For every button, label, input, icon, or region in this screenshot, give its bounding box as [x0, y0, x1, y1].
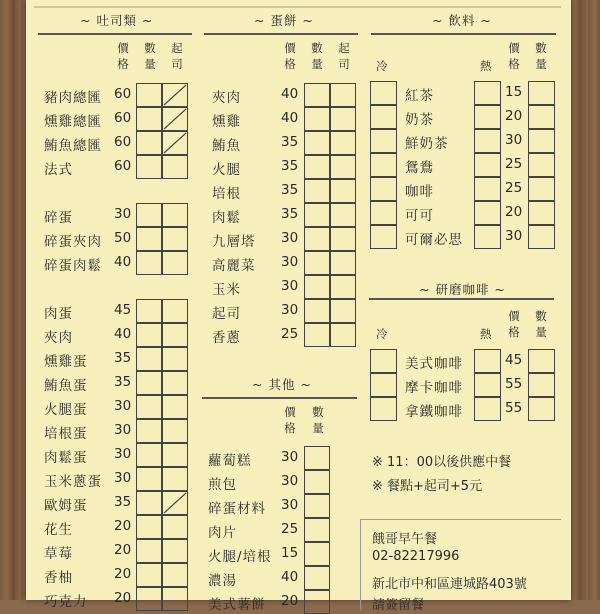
toast-qty-box[interactable]	[136, 323, 162, 347]
pancake-item-price: 35	[281, 206, 299, 222]
drinks-cold-box[interactable]	[370, 153, 397, 177]
toast-item-price: 20	[114, 590, 132, 606]
toast-cheese-box[interactable]	[162, 563, 188, 587]
slash-mark	[163, 492, 187, 514]
coffee-item-name: 美式咖啡	[405, 356, 463, 372]
pancake-item-name: 起司	[212, 306, 241, 322]
pancake-title-rule	[204, 33, 358, 35]
drinks-hot-box[interactable]	[474, 81, 501, 105]
pancake-qty-box[interactable]	[304, 179, 330, 203]
toast-cheese-box[interactable]	[162, 323, 188, 347]
pancake-cheese-box[interactable]	[330, 323, 356, 347]
toast-cheese-box[interactable]	[162, 107, 188, 131]
toast-item-price: 60	[114, 158, 132, 174]
toast-item-price: 60	[114, 86, 132, 102]
toast-cheese-box[interactable]	[162, 371, 188, 395]
slash-mark	[163, 108, 187, 130]
others-item-name: 火腿/培根	[208, 549, 272, 565]
toast-cheese-box[interactable]	[162, 347, 188, 371]
pancake-item-name: 夾肉	[212, 90, 241, 106]
toast-item-name: 肉蛋	[44, 306, 73, 322]
toast-qty-box[interactable]	[136, 83, 162, 107]
others-item-name: 碎蛋材料	[208, 501, 266, 517]
toast-cheese-box[interactable]	[162, 467, 188, 491]
pancake-item-price: 40	[281, 86, 299, 102]
drinks-item-price: 25	[505, 180, 523, 196]
coffee-hot-box[interactable]	[474, 397, 501, 421]
pancake-cheese-box[interactable]	[330, 131, 356, 155]
shop-address: 新北市中和區連城路403號	[372, 577, 527, 592]
toast-cheese-box[interactable]	[162, 299, 188, 323]
others-item-name: 濃湯	[208, 573, 237, 589]
cheese-surcharge-note: ※ 餐點+起司+5元	[372, 479, 483, 494]
coffee-qty-box[interactable]	[528, 349, 555, 373]
coffee-qty-box[interactable]	[528, 373, 555, 397]
others-price-header: 價格	[284, 405, 296, 435]
toast-qty-box[interactable]	[136, 563, 162, 587]
toast-item-name: 培根蛋	[44, 426, 88, 442]
pancake-cheese-box[interactable]	[330, 107, 356, 131]
toast-cheese-box[interactable]	[162, 251, 188, 275]
pancake-qty-box[interactable]	[304, 107, 330, 131]
toast-qty-header: 數量	[144, 41, 156, 71]
pancake-qty-box[interactable]	[304, 203, 330, 227]
toast-item-price: 45	[114, 302, 132, 318]
pancake-qty-header: 數量	[311, 41, 323, 71]
coffee-cold-box[interactable]	[370, 373, 397, 397]
toast-cheese-box[interactable]	[162, 539, 188, 563]
drinks-qty-box[interactable]	[528, 153, 555, 177]
others-qty-box[interactable]	[304, 518, 330, 542]
others-item-price: 30	[281, 497, 299, 513]
drinks-hot-box[interactable]	[474, 153, 501, 177]
others-item-name: 煎包	[208, 477, 237, 493]
drinks-item-price: 15	[505, 84, 523, 100]
toast-item-name: 碎蛋肉鬆	[44, 258, 102, 274]
coffee-item-price: 55	[505, 376, 523, 392]
toast-cheese-box[interactable]	[162, 83, 188, 107]
pancake-item-price: 35	[281, 134, 299, 150]
toast-item-name: 肉鬆蛋	[44, 450, 88, 466]
pancake-qty-box[interactable]	[304, 275, 330, 299]
drinks-title-rule	[371, 33, 556, 35]
pancake-item-name: 九層塔	[212, 234, 256, 250]
coffee-price-header: 價格	[508, 309, 520, 339]
drinks-hot-box[interactable]	[474, 201, 501, 225]
coffee-cold-header: 冷	[376, 327, 388, 341]
toast-item-price: 30	[114, 470, 132, 486]
others-item-name: 肉片	[208, 525, 237, 541]
toast-qty-box[interactable]	[136, 227, 162, 251]
pancake-item-name: 香蔥	[212, 330, 241, 346]
pancake-item-name: 火腿	[212, 162, 241, 178]
toast-qty-box[interactable]	[136, 587, 162, 611]
pancake-item-price: 40	[281, 110, 299, 126]
toast-item-price: 30	[114, 206, 132, 222]
coffee-qty-header: 數量	[535, 309, 547, 339]
pancake-item-price: 35	[281, 158, 299, 174]
toast-qty-box[interactable]	[136, 539, 162, 563]
toast-item-name: 法式	[44, 162, 73, 178]
pancake-section-title: ~ 蛋餅 ~	[254, 13, 314, 28]
drinks-cold-box[interactable]	[370, 81, 397, 105]
toast-cheese-box[interactable]	[162, 203, 188, 227]
others-item-price: 40	[281, 569, 299, 585]
pancake-item-name: 玉米	[212, 282, 241, 298]
pancake-cheese-header: 起司	[338, 41, 350, 71]
toast-item-name: 玉米蔥蛋	[44, 474, 102, 490]
toast-cheese-box[interactable]	[162, 155, 188, 179]
slash-mark	[163, 84, 187, 106]
toast-item-name: 香柚	[44, 570, 73, 586]
pancake-item-name: 高麗菜	[212, 258, 256, 274]
drinks-cold-box[interactable]	[370, 225, 397, 249]
coffee-cold-box[interactable]	[370, 349, 397, 373]
toast-item-price: 40	[114, 254, 132, 270]
toast-qty-box[interactable]	[136, 443, 162, 467]
drinks-cold-box[interactable]	[370, 177, 397, 201]
toast-cheese-box[interactable]	[162, 131, 188, 155]
toast-qty-box[interactable]	[136, 467, 162, 491]
toast-qty-box[interactable]	[136, 251, 162, 275]
pancake-qty-box[interactable]	[304, 155, 330, 179]
pancake-cheese-box[interactable]	[330, 299, 356, 323]
toast-cheese-box[interactable]	[162, 491, 188, 515]
drinks-hot-box[interactable]	[474, 225, 501, 249]
drinks-hot-box[interactable]	[474, 105, 501, 129]
toast-qty-box[interactable]	[136, 131, 162, 155]
others-item-price: 15	[281, 545, 299, 561]
coffee-section-title: ~ 研磨咖啡 ~	[419, 282, 506, 297]
toast-item-price: 30	[114, 422, 132, 438]
others-section-title: ~ 其他 ~	[252, 377, 312, 392]
drinks-item-name: 紅茶	[405, 88, 434, 104]
toast-item-price: 60	[114, 110, 132, 126]
drinks-item-name: 咖啡	[405, 184, 434, 200]
others-item-price: 30	[281, 449, 299, 465]
drinks-hot-box[interactable]	[474, 177, 501, 201]
others-item-price: 30	[281, 473, 299, 489]
toast-cheese-box[interactable]	[162, 515, 188, 539]
toast-qty-box[interactable]	[136, 515, 162, 539]
drinks-qty-box[interactable]	[528, 105, 555, 129]
pancake-qty-box[interactable]	[304, 323, 330, 347]
drinks-qty-box[interactable]	[528, 81, 555, 105]
drinks-qty-box[interactable]	[528, 201, 555, 225]
toast-item-name: 巧克力	[44, 594, 88, 610]
toast-title-rule	[38, 33, 192, 35]
toast-item-price: 60	[114, 134, 132, 150]
pancake-item-name: 燻雞	[212, 114, 241, 130]
pancake-item-price: 35	[281, 182, 299, 198]
toast-qty-box[interactable]	[136, 491, 162, 515]
drinks-qty-header: 數量	[535, 41, 547, 71]
pancake-item-price: 30	[281, 230, 299, 246]
drinks-section-title: ~ 飲料 ~	[432, 13, 492, 28]
toast-cheese-box[interactable]	[162, 227, 188, 251]
pancake-cheese-box[interactable]	[330, 155, 356, 179]
drinks-item-name: 奶茶	[405, 112, 434, 128]
toast-qty-box[interactable]	[136, 107, 162, 131]
pancake-item-price: 30	[281, 254, 299, 270]
toast-item-price: 35	[114, 350, 132, 366]
slash-mark	[163, 132, 187, 154]
lunch-hours-note: ※ 11：00以後供應中餐	[372, 455, 512, 470]
toast-cheese-box[interactable]	[162, 587, 188, 611]
drinks-qty-box[interactable]	[528, 129, 555, 153]
toast-item-price: 20	[114, 566, 132, 582]
others-qty-box[interactable]	[304, 446, 330, 470]
pancake-qty-box[interactable]	[304, 299, 330, 323]
toast-qty-box[interactable]	[136, 371, 162, 395]
drinks-item-price: 20	[505, 204, 523, 220]
pancake-item-name: 培根	[212, 186, 241, 202]
others-title-rule	[202, 397, 357, 399]
toast-qty-box[interactable]	[136, 299, 162, 323]
toast-item-name: 花生	[44, 522, 73, 538]
drinks-item-price: 30	[505, 132, 523, 148]
coffee-item-price: 45	[505, 352, 523, 368]
pancake-cheese-box[interactable]	[330, 179, 356, 203]
coffee-cold-box[interactable]	[370, 397, 397, 421]
pancake-item-name: 肉鬆	[212, 210, 241, 226]
toast-item-price: 30	[114, 398, 132, 414]
toast-cheese-header: 起司	[171, 41, 183, 71]
drinks-item-price: 20	[505, 108, 523, 124]
pancake-item-price: 30	[281, 278, 299, 294]
drinks-price-header: 價格	[508, 41, 520, 71]
top-border	[34, 0, 561, 8]
others-qty-header: 數量	[312, 405, 324, 435]
others-item-name: 蘿蔔糕	[208, 453, 252, 469]
toast-item-name: 草莓	[44, 546, 73, 562]
toast-qty-box[interactable]	[136, 155, 162, 179]
toast-item-name: 豬肉總匯	[44, 90, 102, 106]
coffee-item-name: 拿鐵咖啡	[405, 404, 463, 420]
toast-item-price: 50	[114, 230, 132, 246]
pancake-price-header: 價格	[284, 41, 296, 71]
pancake-cheese-box[interactable]	[330, 83, 356, 107]
others-item-price: 20	[281, 593, 299, 609]
toast-item-name: 夾肉	[44, 330, 73, 346]
pancake-cheese-box[interactable]	[330, 227, 356, 251]
order-sheet	[26, 0, 571, 613]
coffee-item-price: 55	[505, 400, 523, 416]
coffee-title-rule	[369, 298, 554, 300]
toast-item-name: 歐姆蛋	[44, 498, 88, 514]
drinks-cold-box[interactable]	[370, 201, 397, 225]
toast-item-price: 35	[114, 374, 132, 390]
toast-section-title: ~ 吐司類 ~	[80, 13, 154, 28]
toast-item-name: 火腿蛋	[44, 402, 88, 418]
toast-qty-box[interactable]	[136, 395, 162, 419]
others-qty-box[interactable]	[304, 494, 330, 518]
coffee-hot-header: 熱	[480, 327, 492, 341]
toast-cheese-box[interactable]	[162, 443, 188, 467]
pancake-qty-box[interactable]	[304, 83, 330, 107]
drinks-item-price: 30	[505, 228, 523, 244]
toast-item-name: 鮪魚總匯	[44, 138, 102, 154]
pancake-cheese-box[interactable]	[330, 275, 356, 299]
toast-item-price: 20	[114, 542, 132, 558]
drinks-item-price: 25	[505, 156, 523, 172]
drinks-hot-header: 熱	[480, 59, 492, 73]
drinks-qty-box[interactable]	[528, 225, 555, 249]
toast-item-name: 鮪魚蛋	[44, 378, 88, 394]
drinks-item-name: 鴛鴦	[405, 160, 434, 176]
others-qty-box[interactable]	[304, 566, 330, 590]
others-qty-box[interactable]	[304, 542, 330, 566]
drinks-qty-box[interactable]	[528, 177, 555, 201]
toast-qty-box[interactable]	[136, 203, 162, 227]
drinks-cold-box[interactable]	[370, 129, 397, 153]
toast-price-header: 價格	[117, 41, 129, 71]
drinks-item-name: 可可	[405, 208, 434, 224]
toast-item-name: 燻雞總匯	[44, 114, 102, 130]
toast-item-name: 碎蛋	[44, 210, 73, 226]
shop-phone: 02-82217996	[372, 549, 460, 564]
shop-extra-note: 請簽留餐	[372, 598, 425, 613]
drinks-item-name: 鮮奶茶	[405, 136, 449, 152]
drinks-hot-box[interactable]	[474, 129, 501, 153]
drinks-cold-header: 冷	[376, 59, 388, 73]
others-qty-box[interactable]	[304, 590, 330, 614]
coffee-hot-box[interactable]	[474, 373, 501, 397]
coffee-qty-box[interactable]	[528, 397, 555, 421]
toast-qty-box[interactable]	[136, 419, 162, 443]
coffee-hot-box[interactable]	[474, 349, 501, 373]
toast-item-price: 35	[114, 494, 132, 510]
toast-cheese-box[interactable]	[162, 419, 188, 443]
drinks-cold-box[interactable]	[370, 105, 397, 129]
pancake-qty-box[interactable]	[304, 251, 330, 275]
toast-item-name: 燻雞蛋	[44, 354, 88, 370]
pancake-cheese-box[interactable]	[330, 251, 356, 275]
pancake-item-price: 25	[281, 326, 299, 342]
shop-name: 餓哥早午餐	[372, 532, 438, 547]
coffee-item-name: 摩卡咖啡	[405, 380, 463, 396]
toast-item-price: 20	[114, 518, 132, 534]
others-item-price: 25	[281, 521, 299, 537]
pancake-item-name: 鮪魚	[212, 138, 241, 154]
others-qty-box[interactable]	[304, 470, 330, 494]
toast-cheese-box[interactable]	[162, 395, 188, 419]
pancake-cheese-box[interactable]	[330, 203, 356, 227]
toast-item-price: 30	[114, 446, 132, 462]
drinks-item-name: 可爾必思	[405, 232, 463, 248]
toast-qty-box[interactable]	[136, 347, 162, 371]
pancake-item-price: 30	[281, 302, 299, 318]
others-item-name: 美式薯餅	[208, 597, 266, 613]
toast-item-name: 碎蛋夾肉	[44, 234, 102, 250]
toast-item-price: 40	[114, 326, 132, 342]
pancake-qty-box[interactable]	[304, 131, 330, 155]
pancake-qty-box[interactable]	[304, 227, 330, 251]
